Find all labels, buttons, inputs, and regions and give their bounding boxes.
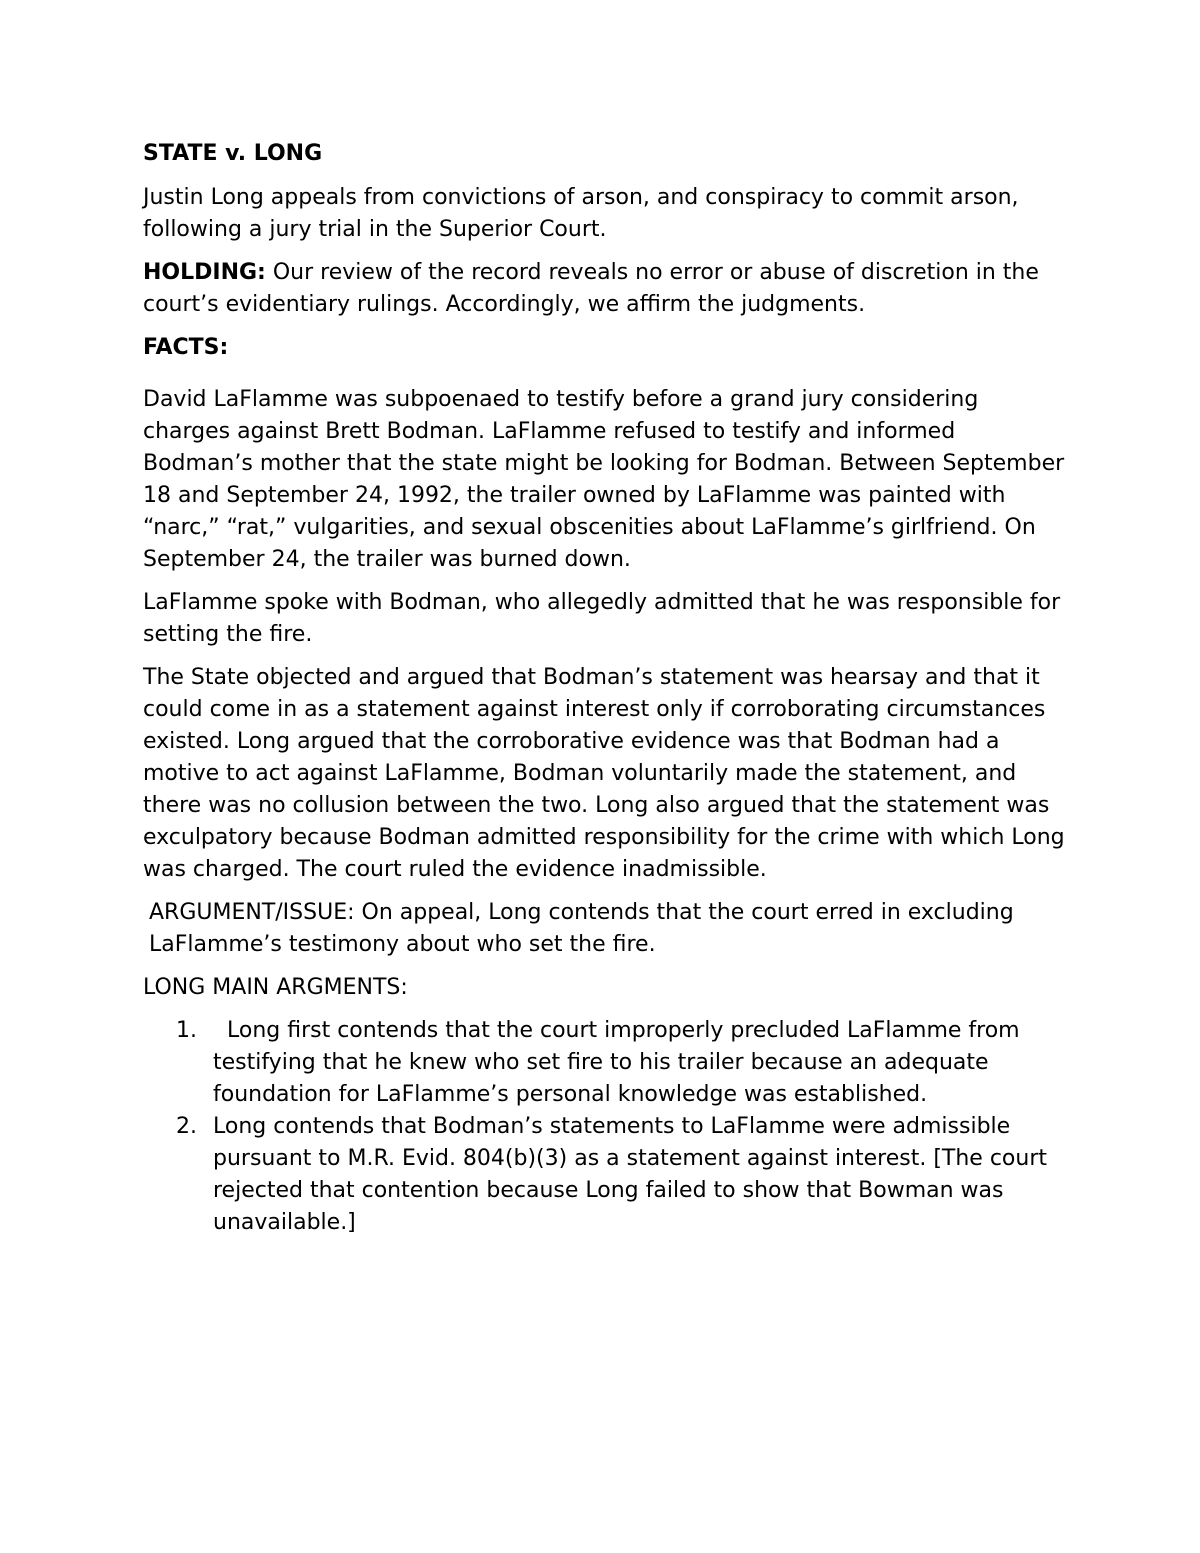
list-item-text: Long contends that Bodman’s statements to LaFlamme were admissible pursuant to M.R. Evid. 804(b)(3) as a statement against interest. [The court rejected that contention because Long failed to show that Bowman was unavailable.] <box>213 1114 1047 1235</box>
case-title: STATE v. LONG <box>143 141 323 166</box>
holding-paragraph <box>143 257 1068 321</box>
facts-heading: FACTS: <box>143 335 229 360</box>
list-item <box>143 1111 1068 1239</box>
list-item-text: Long first contends that the court improperly precluded LaFlamme from testifying that he knew who set fire to his trailer because an adequate foundation for LaFlamme’s personal knowledge was established. <box>213 1018 1020 1107</box>
facts-paragraph-1: David LaFlamme was subpoenaed to testify before a grand jury considering charges against Brett Bodman. LaFlamme refused to testify and informed Bodman’s mother that the state might be looking for Bodman. Between September 18 and September 24, 1992, the trailer owned by LaFlamme was painted with “narc,” “rat,” vulgarities, and sexual obscenities about LaFlamme’s girlfriend. On September 24, the trailer was burned down. <box>143 387 1065 572</box>
facts-paragraph-2: LaFlamme spoke with Bodman, who allegedly admitted that he was responsible for setting the fire. <box>143 590 1061 647</box>
argument-issue-paragraph: ARGUMENT/ISSUE: On appeal, Long contends that the court erred in excluding LaFlamme’s testimony about who set the fire. <box>149 900 1014 957</box>
list-item <box>143 1015 1068 1111</box>
intro-paragraph: Justin Long appeals from convictions of arson, and conspiracy to commit arson, following a jury trial in the Superior Court. <box>143 185 1019 242</box>
arguments-heading: LONG MAIN ARGMENTS: <box>143 975 408 1000</box>
facts-paragraph-3: The State objected and argued that Bodman’s statement was hearsay and that it could come in as a statement against interest only if corroborating circumstances existed. Long argued that the corroborative evidence was that Bodman had a motive to act against LaFlamme, Bodman voluntarily made the statement, and there was no collusion between the two. Long also argued that the statement was exculpatory because Bodman admitted responsibility for the crime with which Long was charged. The court ruled the evidence inadmissible. <box>143 665 1065 882</box>
holding-text: Our review of the record reveals no error or abuse of discretion in the court’s evidentiary rulings. Accordingly, we affirm the judgments. <box>143 260 1039 317</box>
holding-label: HOLDING: <box>143 260 266 285</box>
arguments-list <box>143 1015 1068 1239</box>
list-item-number: 2. <box>176 1114 197 1139</box>
document-page <box>143 138 1068 1239</box>
list-item-number: 1. <box>176 1018 197 1043</box>
